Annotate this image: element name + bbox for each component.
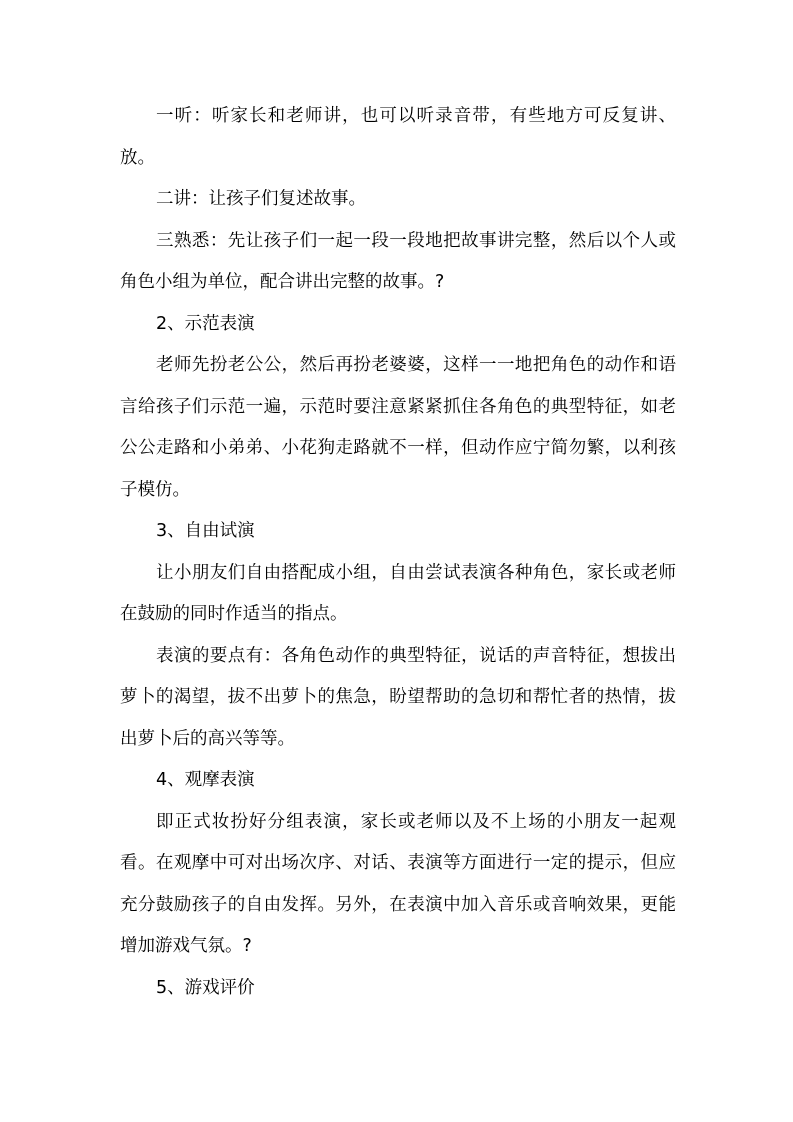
paragraph-demo: 老师先扮老公公，然后再扮老婆婆，这样一一地把角色的动作和语言给孩子们示范一遍，示范时要注意紧紧抓住各角色的典型特征，如老公公走路和小弟弟、小花狗走路就不一样，但动作应宁简勿繁，以利孩子模仿。 — [120, 355, 676, 500]
section-heading-demo: 2、示范表演 — [156, 313, 255, 334]
section-heading-evaluation: 5、游戏评价 — [156, 977, 255, 998]
paragraph-retell: 二讲：让孩子们复述故事。 — [156, 189, 366, 209]
paragraph-familiarize: 三熟悉：先让孩子们一起一段一段地把故事讲完整，然后以个人或角色小组为单位，配合讲出完整的故事。? — [120, 230, 676, 292]
paragraph-observe: 即正式妆扮好分组表演，家长或老师以及不上场的小朋友一起观看。在观摩中可对出场次序、对话、表演等方面进行一定的提示，但应充分鼓励孩子的自由发挥。另外，在表演中加入音乐或音响效果，更能增加游戏气氛。? — [120, 811, 676, 956]
paragraph-key-points: 表演的要点有：各角色动作的典型特征，说话的声音特征，想拔出萝卜的渴望，拔不出萝卜的焦急，盼望帮助的急切和帮忙者的热情，拔出萝卜后的高兴等等。 — [120, 645, 676, 749]
section-heading-observe: 4、观摩表演 — [156, 770, 255, 790]
section-heading-trial: 3、自由试演 — [156, 521, 255, 541]
paragraph-trial: 让小朋友们自由搭配成小组，自由尝试表演各种角色，家长或老师在鼓励的同时作适当的指点。 — [120, 562, 676, 624]
document-body — [120, 96, 676, 1009]
paragraph-listen: 一听：听家长和老师讲，也可以听录音带，有些地方可反复讲、放。 — [120, 106, 676, 168]
